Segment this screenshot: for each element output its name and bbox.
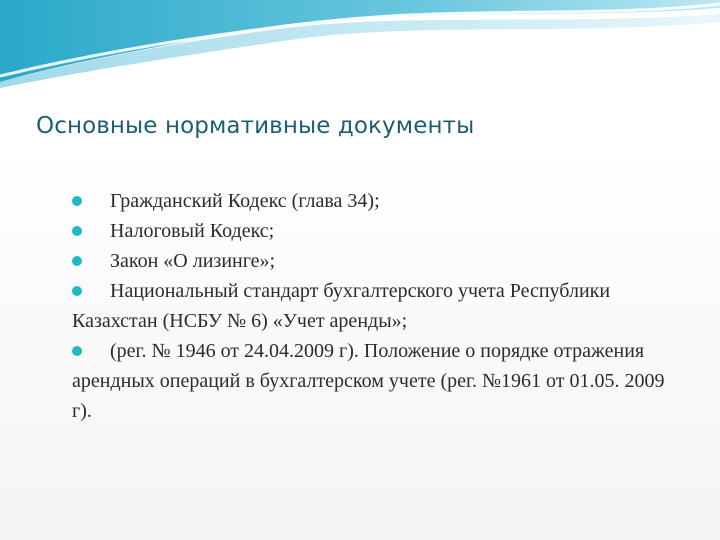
bullet-text: Гражданский Кодекс (глава 34); xyxy=(110,190,380,212)
bullet-text: (рег. № 1946 от 24.04.2009 г). Положение о порядке отражения арендных операций в бухгалтерском учете (рег. №1961 от 01.05. 2009 г). xyxy=(72,340,665,422)
bullet-dot-icon xyxy=(72,196,82,206)
list-item xyxy=(72,246,677,276)
list-item xyxy=(72,186,677,216)
bullet-text: Национальный стандарт бухгалтерского учета Республики Казахстан (НСБУ № 6) «Учет аренды»; xyxy=(72,280,611,332)
bullet-text: Закон «О лизинге»; xyxy=(110,250,276,272)
bullet-dot-icon xyxy=(72,346,82,356)
list-item xyxy=(72,276,677,336)
bullet-dot-icon xyxy=(72,226,82,236)
list-item xyxy=(72,336,677,426)
header-wave-decoration xyxy=(0,0,720,90)
list-item xyxy=(72,216,677,246)
bullet-list xyxy=(72,186,677,426)
bullet-dot-icon xyxy=(72,286,82,296)
bullet-text: Налоговый Кодекс; xyxy=(110,220,275,242)
slide-title: Основные нормативные документы xyxy=(36,113,475,139)
bullet-dot-icon xyxy=(72,256,82,266)
